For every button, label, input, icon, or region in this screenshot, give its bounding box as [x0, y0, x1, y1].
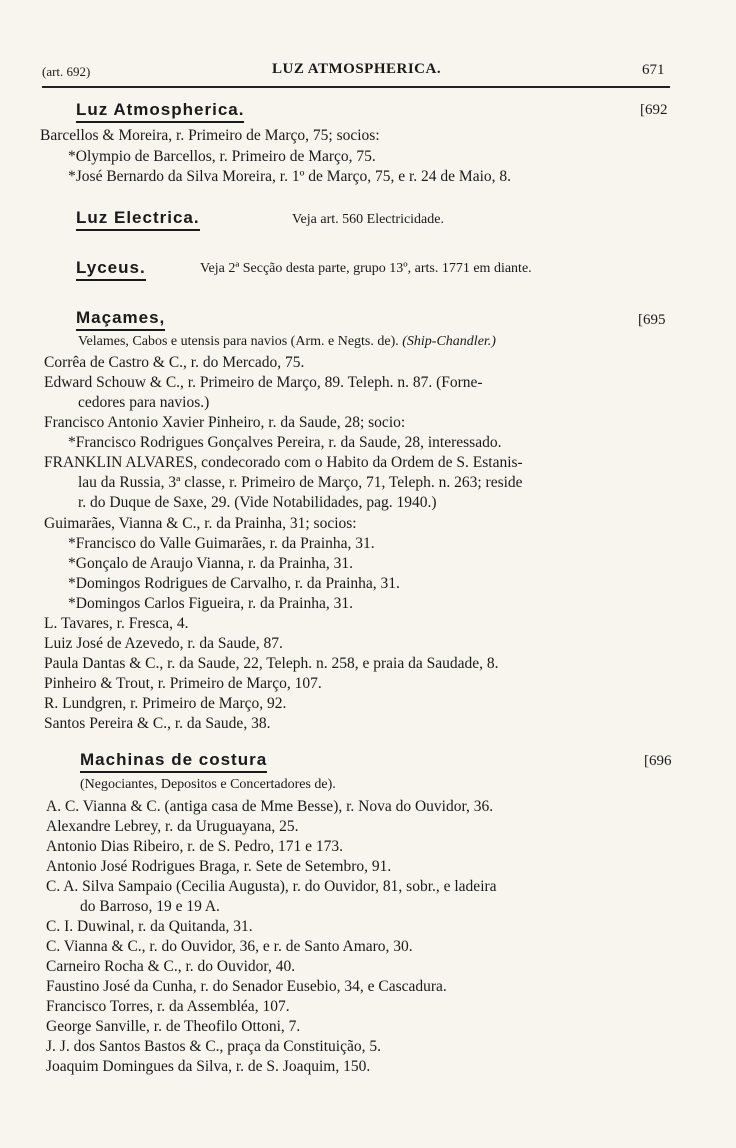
- entry-line: C. I. Duwinal, r. da Quitanda, 31.: [46, 918, 253, 935]
- section-title-machinas: Machinas de costura: [80, 750, 267, 773]
- entry-line: FRANKLIN ALVARES, condecorado com o Habito da Ordem de S. Estanis-: [44, 454, 523, 471]
- entry-line: Francisco Antonio Xavier Pinheiro, r. da Saude, 28; socio:: [44, 414, 406, 431]
- entry-line: Antonio José Rodrigues Braga, r. Sete de Setembro, 91.: [46, 858, 392, 875]
- entry-line: R. Lundgren, r. Primeiro de Março, 92.: [44, 695, 287, 712]
- header-title: LUZ ATMOSPHERICA.: [272, 61, 442, 77]
- subtitle-text: Velames, Cabos e utensis para navios (Arm. e Negts. de).: [78, 334, 399, 349]
- section-title-luz-electrica: Luz Electrica.: [76, 208, 200, 231]
- entry-line: r. do Duque de Saxe, 29. (Vide Notabilidades, pag. 1940.): [78, 494, 437, 511]
- header-article-ref: (art. 692): [42, 64, 91, 79]
- entry-line: Edward Schouw & C., r. Primeiro de Março, 89. Teleph. n. 87. (Forne-: [44, 374, 483, 391]
- entry-line: Francisco Torres, r. da Assembléa, 107.: [46, 998, 290, 1015]
- section-number-692: [692: [640, 102, 668, 118]
- entry-line: C. A. Silva Sampaio (Cecilia Augusta), r. do Ouvidor, 81, sobr., e ladeira: [46, 878, 497, 895]
- section-title-macames: Maçames,: [76, 308, 165, 331]
- header-rule: [42, 86, 670, 88]
- entry-line: do Barroso, 19 e 19 A.: [80, 898, 220, 915]
- entry-line: George Sanville, r. de Theofilo Ottoni, 7.: [46, 1018, 301, 1035]
- section-note-lyceus: Veja 2ª Secção desta parte, grupo 13º, arts. 1771 em diante.: [200, 261, 532, 276]
- section-title-lyceus: Lyceus.: [76, 258, 146, 281]
- subtitle-italic: (Ship-Chandler.): [402, 334, 496, 349]
- entry-line: J. J. dos Santos Bastos & C., praça da Constituição, 5.: [46, 1038, 381, 1055]
- entry-line: Antonio Dias Ribeiro, r. de S. Pedro, 171 e 173.: [46, 838, 344, 855]
- entry-line: Luiz José de Azevedo, r. da Saude, 87.: [44, 635, 283, 652]
- entry-line: Barcellos & Moreira, r. Primeiro de Março, 75; socios:: [40, 127, 380, 144]
- entry-line: Pinheiro & Trout, r. Primeiro de Março, 107.: [44, 675, 322, 692]
- entry-line: Alexandre Lebrey, r. da Uruguayana, 25.: [46, 818, 299, 835]
- section-subtitle-machinas: (Negociantes, Depositos e Concertadores de).: [80, 777, 336, 792]
- entry-line: *Francisco Rodrigues Gonçalves Pereira, r. da Saude, 28, interessado.: [68, 434, 502, 451]
- section-title-luz-atmospherica: Luz Atmospherica.: [76, 100, 244, 123]
- entry-line: Joaquim Domingues da Silva, r. de S. Joaquim, 150.: [46, 1058, 371, 1075]
- entry-line: Carneiro Rocha & C., r. do Ouvidor, 40.: [46, 958, 296, 975]
- entry-line: *Domingos Rodrigues de Carvalho, r. da Prainha, 31.: [68, 575, 400, 592]
- entry-line: *Gonçalo de Araujo Vianna, r. da Prainha, 31.: [68, 555, 354, 572]
- entry-line: lau da Russia, 3ª classe, r. Primeiro de Março, 71, Teleph. n. 263; reside: [78, 474, 523, 491]
- entry-line: Faustino José da Cunha, r. do Senador Eusebio, 34, e Cascadura.: [46, 978, 447, 995]
- entry-line: C. Vianna & C., r. do Ouvidor, 36, e r. de Santo Amaro, 30.: [46, 938, 413, 955]
- entry-line: *Francisco do Valle Guimarães, r. da Prainha, 31.: [68, 535, 375, 552]
- entry-line: A. C. Vianna & C. (antiga casa de Mme Besse), r. Nova do Ouvidor, 36.: [46, 798, 494, 815]
- entry-line: *Olympio de Barcellos, r. Primeiro de Março, 75.: [68, 148, 376, 165]
- entry-line: Santos Pereira & C., r. da Saude, 38.: [44, 715, 271, 732]
- section-subtitle-macames: [78, 334, 496, 350]
- section-number-696: [696: [644, 753, 672, 769]
- section-number-695: [695: [638, 312, 666, 328]
- entry-line: *Domingos Carlos Figueira, r. da Prainha, 31.: [68, 595, 353, 612]
- entry-line: cedores para navios.): [78, 394, 210, 411]
- entry-line: Paula Dantas & C., r. da Saude, 22, Teleph. n. 258, e praia da Saudade, 8.: [44, 655, 499, 672]
- entry-line: *José Bernardo da Silva Moreira, r. 1º de Março, 75, e r. 24 de Maio, 8.: [68, 168, 512, 185]
- header-page-number: 671: [642, 62, 665, 78]
- entry-line: Guimarães, Vianna & C., r. da Prainha, 31; socios:: [44, 515, 357, 532]
- section-note-luz-electrica: Veja art. 560 Electricidade.: [292, 212, 444, 227]
- entry-line: L. Tavares, r. Fresca, 4.: [44, 615, 189, 632]
- entry-line: Corrêa de Castro & C., r. do Mercado, 75.: [44, 354, 305, 371]
